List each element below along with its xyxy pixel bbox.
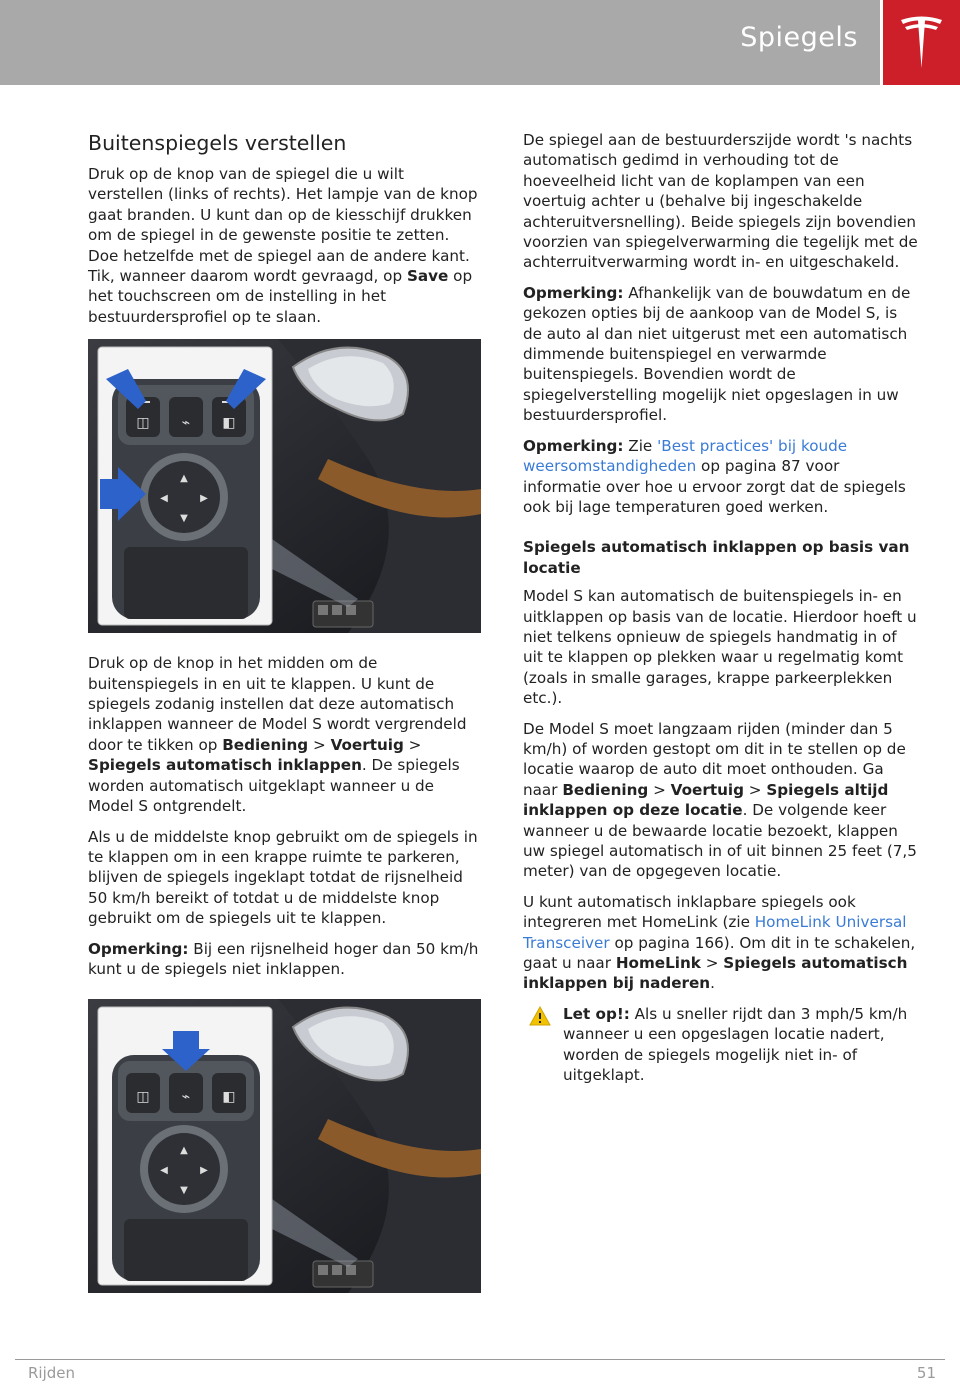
fold-paragraph: Druk op de knop in het midden om de buitenspiegels in en uit te klappen. U kunt de spiegels zodanig instellen dat deze automatisch inklappen wanneer de Model S wordt vergrendeld door te tikken op Bediening > Voertuig > Spiegels automatisch inklappen. De spiegels worden automatisch uitgeklapt wanneer u de Model S ontgrendelt.: [88, 654, 467, 816]
cold-weather-link[interactable]: 'Best practices' bij koude weersomstandigheden: [523, 436, 848, 476]
svg-text:▼: ▼: [180, 513, 188, 525]
location-paragraph: Model S kan automatisch de buitenspiegels in- en uitklappen op basis van de locatie. Hierdoor hoeft u niet telkens opnieuw de spiegels handmatig in of uit te klappen op plekken waar u regelmatig komt (zoals in smalle garages, krappe parkeerplekken etc.).: [523, 587, 917, 708]
svg-text:▶: ▶: [200, 1165, 208, 1177]
tesla-logo-icon: [899, 14, 944, 70]
location-subheading: Spiegels automatisch inklappen op basis van locatie: [523, 538, 910, 577]
svg-text:⌁: ⌁: [181, 1089, 191, 1106]
page-number: 51: [916, 1364, 936, 1382]
mirror-controls-illustration: [88, 339, 481, 633]
svg-text:◧: ◧: [222, 1089, 236, 1106]
svg-text:▶: ▶: [200, 493, 208, 505]
caution-block: [523, 1004, 918, 1086]
setup-paragraph: De Model S moet langzaam rijden (minder dan 5 km/h) of worden gestopt om dit in te stellen op de locatie waarop de auto dit moet onthouden. Ga naar Bediening > Voertuig > Spiegels altijd inklappen op deze locatie. De volgende keer wanneer u de bewaarde locatie bezoekt, klappen uw spiegel automatisch in of uit binnen 25 feet (7,5 meter) van de opgegeven locatie.: [523, 719, 917, 881]
svg-text:▼: ▼: [180, 1185, 188, 1197]
save-term: Save: [406, 267, 449, 286]
footer-divider: [15, 1359, 945, 1360]
right-column: [523, 130, 918, 1095]
tesla-logo: [883, 0, 960, 85]
parking-paragraph: Als u de middelste knop gebruikt om de spiegels in te klappen om in een krappe ruimte te parkeren, blijven de spiegels ingeklapt totdat de rijsnelheid 50 km/h bereikt of totdat u de middelste knop gebruikt om de spiegels uit te klappen.: [88, 827, 478, 928]
dimming-paragraph: De spiegel aan de bestuurderszijde wordt 's nachts automatisch gedimd in verhouding tot de hoeveelheid licht van de koplampen van een voertuig achter u (behalve bij ingeschakelde achteruitversnelling). Beide spiegels zijn bovendien voorzien van spiegelverwarming die tegelijk met de achterruitverwarming wordt in- en uitgeschakeld.: [523, 131, 918, 272]
cold-weather-note: Opmerking: Zie 'Best practices' bij koude weersomstandigheden op pagina 87 voor informatie over hoe u ervoor zorgt dat de spiegels ook bij lage temperaturen goed werken.: [523, 436, 906, 516]
caution-text: Let op!: Als u sneller rijdt dan 3 mph/5 km/h wanneer u een opgeslagen locatie nadert, worden de spiegels mogelijk niet in- of uitgeklapt.: [563, 1004, 908, 1085]
svg-text:⌁: ⌁: [181, 415, 191, 432]
footer-section: Rijden: [28, 1364, 76, 1382]
mirror-fold-illustration: [88, 999, 481, 1293]
svg-text:◧: ◧: [222, 415, 236, 432]
homelink-link[interactable]: HomeLink Universal Transceiver: [523, 913, 907, 952]
mirror-controls-figure-2: [88, 999, 481, 1293]
build-date-note: Opmerking: Afhankelijk van de bouwdatum en de gekozen opties bij de aankoop van de Model S, is de auto al dan niet uitgerust met een automatisch dimmende buitenspiegel en verwarmde buitenspiegels. Bovendien wordt de spiegelverstelling mogelijk niet opgeslagen in uw bestuurdersprofiel.: [523, 283, 911, 425]
section-title: Spiegels: [740, 22, 858, 53]
svg-text:◀: ◀: [160, 1165, 168, 1177]
svg-text:▲: ▲: [180, 473, 188, 485]
homelink-paragraph: U kunt automatisch inklapbare spiegels ook integreren met HomeLink (zie HomeLink Universal Transceiver op pagina 166). Om dit in te schakelen, gaat u naar HomeLink > Spiegels automatisch inklappen bij naderen.: [523, 892, 916, 993]
svg-text:◀: ◀: [160, 493, 168, 505]
adjust-paragraph: Druk op de knop van de spiegel die u wilt verstellen (links of rechts). Het lampje van de knop gaat branden. U kunt dan op de kiesschijf drukken om de spiegel in de gewenste positie te zetten. Doe hetzelfde met de spiegel aan de andere kant. Tik, wanneer daarom wordt gevraagd, op Save op het touchscreen om de instelling in het bestuurdersprofiel op te slaan.: [88, 165, 478, 326]
mirror-controls-figure-1: [88, 339, 481, 633]
warning-icon: [529, 1006, 551, 1026]
svg-text:▲: ▲: [180, 1145, 188, 1157]
left-column: [88, 130, 483, 1313]
svg-text:◫: ◫: [136, 1089, 150, 1106]
section-heading: Buitenspiegels verstellen: [88, 131, 347, 155]
speed-note: Opmerking: Bij een rijsnelheid hoger dan 50 km/h kunt u de spiegels niet inklappen.: [88, 939, 479, 978]
svg-text:◫: ◫: [136, 415, 150, 432]
page-header: [0, 0, 880, 85]
